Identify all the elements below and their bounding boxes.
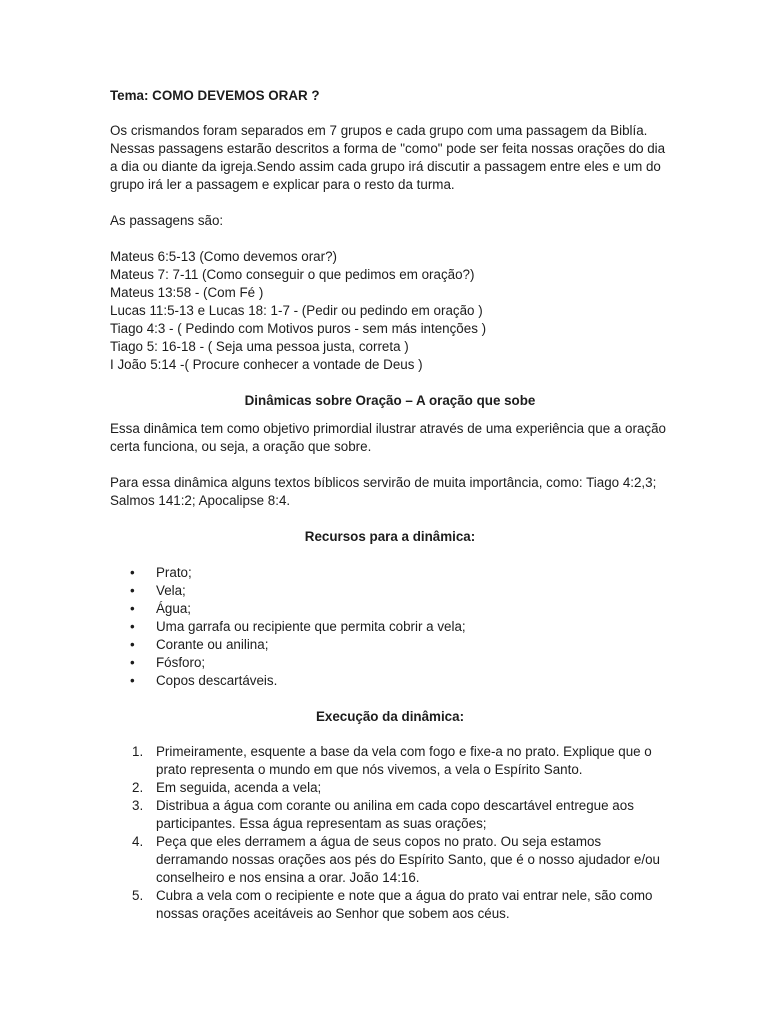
list-item-text: Prato; xyxy=(156,565,192,580)
bullet-icon: • xyxy=(130,583,135,598)
execucao-heading: Execução da dinâmica: xyxy=(315,709,465,724)
passage-item: I João 5:14 -( Procure conhecer a vontade de Deus ) xyxy=(110,357,423,372)
bullet-icon: • xyxy=(130,601,135,616)
passage-item: Mateus 6:5-13 (Como devemos orar?) xyxy=(110,249,337,264)
intro-paragraph: Os crismandos foram separados em 7 grupos e cada grupo com uma passagem da Biblía. Nessas passagens estarão descritos a forma de "como" pode ser feita nossas orações do dia a dia ou diante da igreja.Sendo assim cada grupo irá discutir a passagem entre eles e um do grupo irá ler a passagem e explicar para o resto da turma. xyxy=(110,123,666,192)
list-item xyxy=(110,636,670,654)
list-item-text: Água; xyxy=(156,601,191,616)
recursos-heading: Recursos para a dinâmica: xyxy=(304,529,476,544)
passage-item: Lucas 11:5-13 e Lucas 18: 1-7 - (Pedir ou pedindo em oração ) xyxy=(110,303,483,318)
passage-item: Mateus 7: 7-11 (Como conseguir o que pedimos em oração?) xyxy=(110,267,475,282)
step-text: Peça que eles derramem a água de seus copos no prato. Ou seja estamos derramando nossas orações aos pés do Espírito Santo, que é o nosso ajudador e/ou conselheiro e nos ensina a orar. João 14:16. xyxy=(156,834,660,885)
list-item xyxy=(110,672,670,690)
dinamicas-heading: Dinâmicas sobre Oração – A oração que sobe xyxy=(244,393,536,408)
list-item-text: Corante ou anilina; xyxy=(156,637,269,652)
step-item xyxy=(110,779,670,797)
list-item xyxy=(110,654,670,672)
recursos-list xyxy=(110,564,670,690)
bullet-icon: • xyxy=(130,565,135,580)
step-item xyxy=(110,743,670,779)
step-item xyxy=(110,887,670,923)
list-item-text: Uma garrafa ou recipiente que permita cobrir a vela; xyxy=(156,619,466,634)
list-item-text: Fósforo; xyxy=(156,655,206,670)
step-number: 5. xyxy=(132,888,144,903)
step-text: Primeiramente, esquente a base da vela com fogo e fixe-a no prato. Explique que o prato representa o mundo em que nós vivemos, a vela o Espírito Santo. xyxy=(156,744,652,777)
list-item xyxy=(110,582,670,600)
step-text: Em seguida, acenda a vela; xyxy=(156,780,322,795)
step-number: 4. xyxy=(132,834,144,849)
bullet-icon: • xyxy=(130,673,135,688)
list-item xyxy=(110,600,670,618)
document-title: Tema: COMO DEVEMOS ORAR ? xyxy=(110,88,320,103)
step-text: Cubra a vela com o recipiente e note que a água do prato vai entrar nele, são como nossas orações aceitáveis ao Senhor que sobem aos céus. xyxy=(156,888,653,921)
list-item-text: Copos descartáveis. xyxy=(156,673,278,688)
dinamicas-paragraph-1: Essa dinâmica tem como objetivo primordial ilustrar através de uma experiência que a oração certa funciona, ou seja, a oração que sobre. xyxy=(110,421,666,454)
step-text: Distribua a água com corante ou anilina em cada copo descartável entregue aos participantes. Essa água representam as suas orações; xyxy=(156,798,634,831)
dinamicas-paragraph-2: Para essa dinâmica alguns textos bíblicos servirão de muita importância, como: Tiago 4:2,3; Salmos 141:2; Apocalipse 8:4. xyxy=(110,475,657,508)
step-number: 1. xyxy=(132,744,144,759)
step-item xyxy=(110,797,670,833)
list-item-text: Vela; xyxy=(156,583,186,598)
step-number: 2. xyxy=(132,780,144,795)
document-page xyxy=(110,87,670,923)
bullet-icon: • xyxy=(130,655,135,670)
passage-item: Tiago 5: 16-18 - ( Seja uma pessoa justa, correta ) xyxy=(110,339,409,354)
step-item xyxy=(110,833,670,887)
step-number: 3. xyxy=(132,798,144,813)
passages-intro: As passagens são: xyxy=(110,213,224,228)
execucao-list xyxy=(110,743,670,923)
passage-item: Mateus 13:58 - (Com Fé ) xyxy=(110,285,264,300)
passage-item: Tiago 4:3 - ( Pedindo com Motivos puros - sem más intenções ) xyxy=(110,321,487,336)
bullet-icon: • xyxy=(130,619,135,634)
bullet-icon: • xyxy=(130,637,135,652)
passages-list xyxy=(110,248,670,374)
list-item xyxy=(110,564,670,582)
list-item xyxy=(110,618,670,636)
